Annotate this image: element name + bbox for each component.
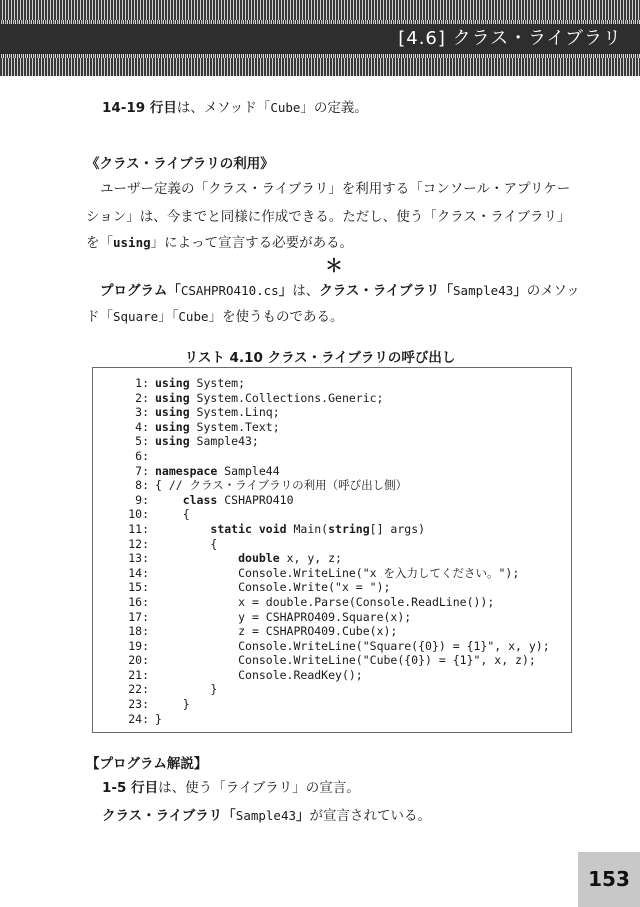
code-keyword: using [155, 405, 190, 420]
code-line [93, 537, 571, 552]
code-keyword: using [155, 376, 190, 390]
explanation-l2-bold-end: 」 [296, 808, 310, 824]
line-number: 14: [128, 565, 149, 580]
code-indent [155, 639, 238, 653]
code-rest: } [155, 711, 162, 726]
code-indent [155, 493, 183, 507]
explanation-heading: 【プログラム解説】 [86, 756, 208, 772]
code-text [155, 522, 425, 537]
line-number: 13: [128, 551, 149, 566]
p2-line1 [100, 277, 595, 305]
code-rest: x, y, z; [279, 551, 342, 566]
code-rest: System; [189, 376, 246, 390]
code-line [93, 566, 571, 581]
line-number: 7: [135, 463, 149, 478]
code-indent [155, 610, 238, 624]
code-rest: x = double.Parse(Console.ReadLine()); [238, 594, 495, 609]
explanation-l1-rest: は、使う「ライブラリ」の宣言。 [158, 780, 360, 796]
code-text [155, 697, 190, 712]
code-line [93, 507, 571, 522]
line-number: 18: [128, 624, 149, 639]
code-line [93, 639, 571, 654]
code-text [155, 537, 217, 552]
explanation-l2-rest: が宣言されている。 [309, 808, 432, 824]
code-text [155, 478, 407, 493]
line-number: 21: [128, 667, 149, 682]
code-text [155, 391, 384, 406]
intro-text-b: 」の定義。 [300, 100, 368, 116]
page-number-box [578, 852, 640, 907]
listing-caption: リスト 4.10 クラス・ライブラリの呼び出し [184, 350, 456, 366]
p2-line2 [86, 303, 581, 331]
code-line [93, 376, 571, 391]
code-text [155, 624, 397, 639]
code-rest: Console.ReadKey(); [238, 667, 363, 682]
code-text [155, 712, 162, 727]
code-indent [155, 668, 238, 682]
code-rest: Sample44 [217, 463, 280, 478]
code-rest: Console.WriteLine("Cube({0}) = {1}", x, z); [238, 653, 536, 668]
code-rest: z = CSHAPRO409.Cube(x); [238, 624, 398, 639]
line-number: 20: [128, 653, 149, 668]
p2-mid: は、 [292, 283, 320, 299]
p2-line2-b: 」「 [158, 309, 179, 325]
code-text [155, 551, 342, 566]
code-rest: Console.Write("x = "); [238, 580, 391, 595]
p2-square: Square [113, 309, 159, 324]
code-text [155, 464, 280, 479]
code-text [155, 595, 494, 610]
code-keyword: class [182, 492, 218, 507]
line-number: 11: [128, 521, 149, 536]
code-line [93, 610, 571, 625]
intro-method: Cube [270, 100, 301, 115]
p2-lib: Sample43 [453, 283, 514, 298]
intro-lines-label: 14-19 行目 [102, 100, 177, 116]
line-number: 12: [128, 536, 149, 551]
code-line [93, 420, 571, 435]
line-number: 17: [128, 609, 149, 624]
code-text [155, 682, 217, 697]
line-number: 22: [128, 682, 149, 697]
p1-line3-a: を「 [86, 235, 113, 251]
code-text [155, 420, 280, 435]
line-number: 6: [135, 448, 149, 463]
line-number: 4: [135, 419, 149, 434]
line-number: 23: [128, 697, 149, 712]
code-indent [155, 537, 210, 551]
code-rest: } [182, 697, 190, 712]
code-line [93, 624, 571, 639]
code-text [155, 610, 411, 625]
code-line [93, 551, 571, 566]
header-stripe-bottom [0, 58, 640, 76]
line-number: 2: [135, 390, 149, 405]
code-text [155, 434, 259, 449]
p1-using-keyword: using [113, 235, 151, 250]
section-heading: 《クラス・ライブラリの利用》 [86, 156, 274, 172]
p2-bold1: プログラム「 [100, 283, 181, 299]
code-indent [155, 682, 210, 696]
explanation-line1 [102, 774, 597, 802]
code-rest: { [210, 536, 218, 551]
code-indent [155, 566, 238, 580]
code-rest: Main( [286, 521, 329, 536]
code-line [93, 668, 571, 683]
header-stripe-top [0, 0, 640, 20]
code-line [93, 434, 571, 449]
code-rest: Sample43; [189, 434, 259, 449]
code-lines [93, 376, 571, 726]
explanation-l2-bold: クラス・ライブラリ「 [102, 808, 236, 824]
code-line [93, 522, 571, 537]
separator-asterisk: ＊ [325, 256, 343, 277]
code-keyword: double [238, 551, 280, 566]
p2-bold1-end: 」 [278, 283, 293, 299]
code-indent [155, 507, 183, 521]
page-number: 153 [588, 867, 630, 891]
code-indent [155, 551, 238, 565]
explanation-l1-bold: 1-5 行目 [102, 780, 159, 796]
line-number: 5: [135, 434, 149, 449]
p2-bold2: クラス・ライブラリ「 [319, 283, 454, 299]
explanation-line2 [102, 802, 597, 830]
code-listing-box [92, 367, 572, 733]
chapter-title: [4.6] クラス・ライブラリ [398, 28, 622, 49]
code-line [93, 697, 571, 712]
code-keyword: string [328, 521, 370, 536]
line-number: 16: [128, 594, 149, 609]
code-line [93, 405, 571, 420]
code-text [155, 566, 519, 581]
code-rest: { // クラス・ライブラリの利用（呼び出し側） [155, 478, 408, 493]
code-text [155, 639, 550, 654]
line-number: 8: [135, 478, 149, 493]
code-line [93, 391, 571, 406]
code-line [93, 580, 571, 595]
code-rest: [] args) [369, 521, 426, 536]
code-line [93, 653, 571, 668]
code-keyword: static void [210, 521, 287, 536]
line-number: 9: [135, 492, 149, 507]
code-rest: y = CSHAPRO409.Square(x); [238, 609, 412, 624]
p2-cube: Cube [178, 309, 209, 324]
code-indent [155, 624, 238, 638]
code-line [93, 478, 571, 493]
code-text [155, 405, 280, 420]
p1-line1: ユーザー定義の「クラス・ライブラリ」を利用する「コンソール・アプリケー [100, 181, 571, 197]
p2-line2-c: 」を使うものである。 [208, 309, 344, 325]
code-text [155, 493, 294, 508]
code-rest: Console.WriteLine("x を入力してください。"); [238, 565, 520, 580]
code-line [93, 712, 571, 727]
code-rest: System.Linq; [189, 405, 280, 420]
code-indent [155, 522, 210, 536]
code-text [155, 580, 390, 595]
line-number: 15: [128, 580, 149, 595]
line-number: 1: [135, 376, 149, 390]
p1-line2: ション」は、今までと同様に作成できる。ただし、使う「クラス・ライブラリ」 [86, 209, 571, 225]
code-indent [155, 697, 183, 711]
code-text [155, 376, 245, 391]
code-text [155, 653, 536, 668]
code-rest: System.Collections.Generic; [189, 390, 384, 405]
code-keyword: namespace [155, 463, 218, 478]
code-line [93, 449, 571, 464]
code-line [93, 682, 571, 697]
code-keyword: using [155, 419, 190, 434]
code-keyword: using [155, 390, 190, 405]
code-rest: System.Text; [189, 419, 280, 434]
p1-line3-b: 」によって宣言する必要がある。 [150, 235, 354, 251]
code-line [93, 493, 571, 508]
intro-text-a: は、メソッド「 [176, 100, 271, 116]
p2-end: のメソッ [526, 283, 580, 299]
p2-line2-a: ド「 [86, 309, 113, 325]
line-number: 10: [128, 507, 149, 522]
code-keyword: using [155, 434, 190, 449]
code-rest: { [182, 507, 190, 522]
p2-bold2-end: 」 [513, 283, 527, 299]
line-number: 19: [128, 638, 149, 653]
explanation-l2-lib: Sample43 [235, 808, 297, 823]
line-number: 3: [135, 405, 149, 420]
code-text [155, 668, 363, 683]
code-rest: Console.WriteLine("Square({0}) = {1}", x, y); [238, 638, 550, 653]
code-indent [155, 580, 238, 594]
code-rest: CSHAPRO410 [217, 492, 294, 507]
code-rest: } [210, 682, 218, 697]
code-line [93, 595, 571, 610]
p2-file: CSAHPRO410.cs [180, 283, 279, 298]
code-text [155, 507, 190, 522]
code-line [93, 464, 571, 479]
code-indent [155, 595, 238, 609]
intro-paragraph [102, 94, 597, 122]
code-indent [155, 653, 238, 667]
line-number: 24: [128, 711, 149, 726]
